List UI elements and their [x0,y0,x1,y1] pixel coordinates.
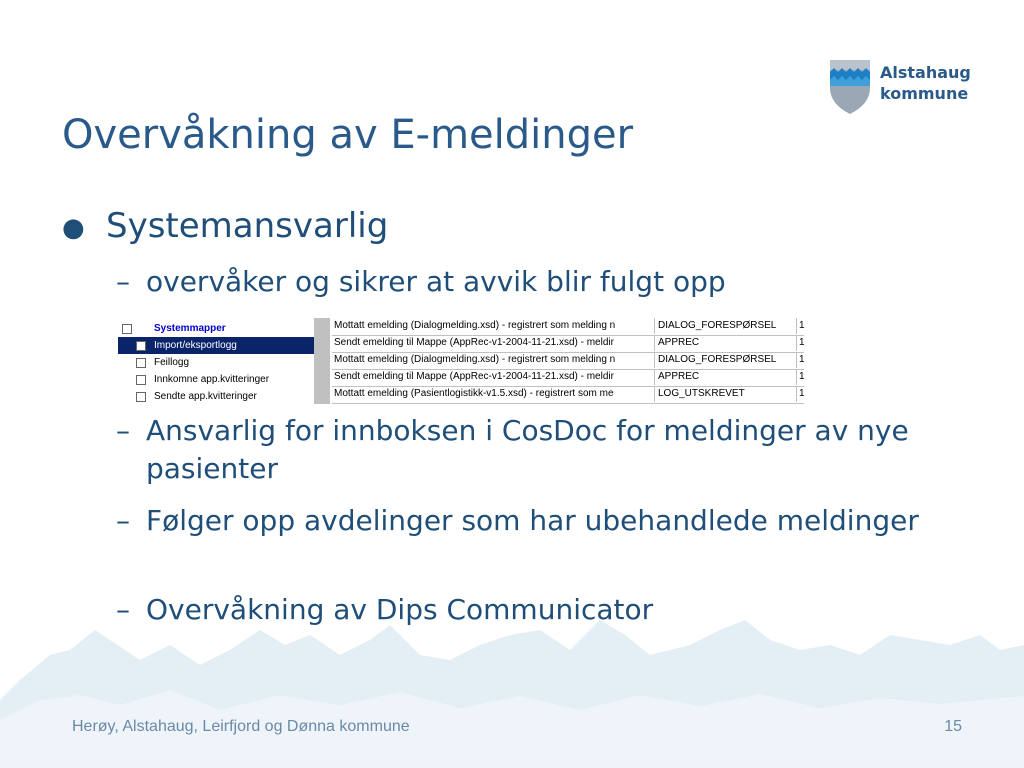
checkbox-icon [136,341,146,351]
bullet-text: Systemansvarlig [106,206,389,246]
table-row[interactable]: Sendt emelding til Mappe (AppRec-v1-2004-11-21.xsd) - meldir APPREC 1 [332,335,804,353]
sub-bullet-text: Ansvarlig for innboksen i CosDoc for meldinger av nye pasienter [146,414,909,485]
sub-bullet-text: overvåker og sikrer at avvik blir fulgt opp [146,265,726,298]
bullet-dot-icon: ● [62,212,85,243]
sub-bullet-2 [116,412,976,488]
slide-title: Overvåkning av E-meldinger [62,112,634,158]
logo-line-1: Alstahaug [880,63,971,82]
checkbox-icon [136,358,146,368]
tree-item[interactable]: Feillogg [118,354,314,371]
table-row[interactable]: Mottatt emelding (Dialogmelding.xsd) - registrert som melding n DIALOG_FORESPØRSEL 1 [332,352,804,370]
dash-marker: – [116,265,130,298]
mountain-background [0,600,1024,768]
sub-bullet-text: Overvåkning av Dips Communicator [146,593,654,626]
footer-text: Herøy, Alstahaug, Leirfjord og Dønna kommune [72,718,410,735]
page-number: 15 [944,718,962,735]
message-grid [332,318,804,404]
tree-item[interactable]: Systemmapper [118,320,314,337]
sub-bullet-1 [116,263,976,301]
checkbox-icon [136,375,146,385]
sub-bullet-3 [116,502,976,540]
municipality-logo [828,58,988,118]
sub-bullet-text: Følger opp avdelinger som har ubehandlede meldinger [146,504,919,537]
collapse-icon [122,324,132,334]
table-row[interactable]: Sendt emelding til Mappe (AppRec-v1-2004-11-21.xsd) - meldir APPREC 1 [332,369,804,387]
bullet-systemansvarlig [62,206,388,246]
tree-item[interactable]: Innkomne app.kvitteringer [118,371,314,388]
dash-marker: – [116,414,130,447]
folder-tree [118,318,314,404]
splitter[interactable] [314,318,330,404]
tree-item[interactable]: Import/eksportlogg [118,337,314,354]
table-row[interactable]: Mottatt emelding (Dialogmelding.xsd) - registrert som melding n DIALOG_FORESPØRSEL 1 [332,318,804,336]
dash-marker: – [116,504,130,537]
logo-line-2: kommune [880,84,969,103]
dash-marker: – [116,593,130,626]
table-row[interactable]: Mottatt emelding (Pasientlogistikk-v1.5.xsd) - registrert som me LOG_UTSKREVET 1 [332,386,804,404]
tree-item[interactable]: Sendte app.kvitteringer [118,388,314,405]
cosdoc-screenshot [118,318,804,404]
coat-of-arms-icon [828,58,872,116]
checkbox-icon [136,392,146,402]
